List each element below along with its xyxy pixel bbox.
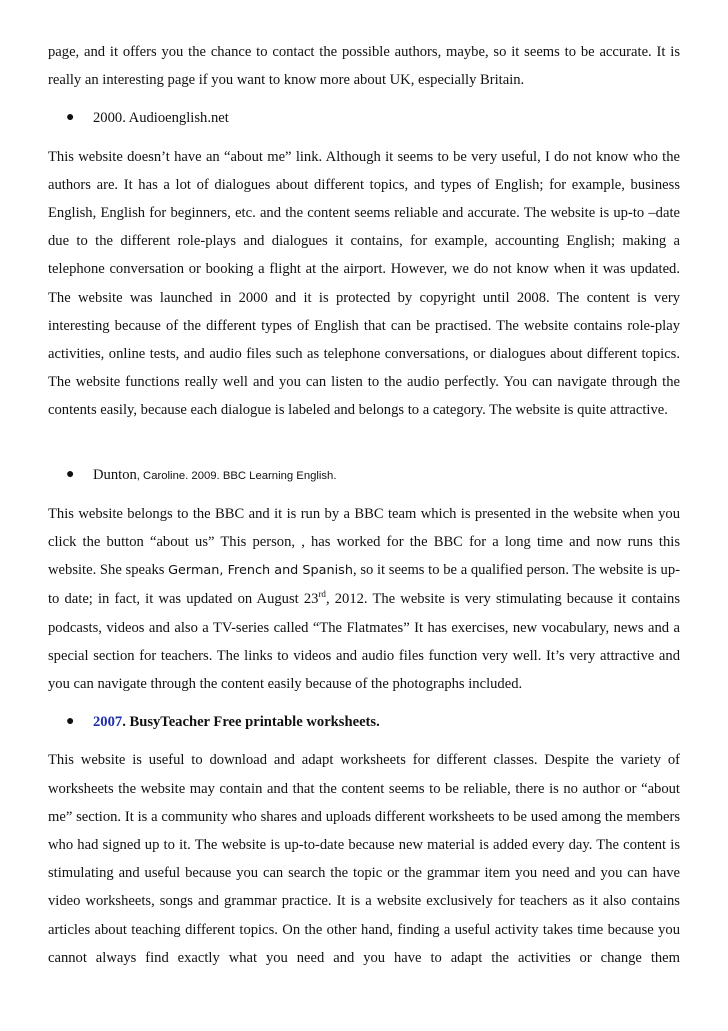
audioenglish-paragraph: This website doesn’t have an “about me” link. Although it seems to be very useful, I do not know who the authors are. It has a lot of dialogues about different topics, and types of English; for example, business English, English for beginners, etc. and the content seems reliable and accurate. The website is up-to –date due to the different role-plays and dialogues it contains, for example, accounting English; making a telephone conversation or booking a flight at the airport. However, we do not know when it was updated. The website was launched in 2000 and it is protected by copyright until 2008. The content is very interesting because of the different types of English that can be practised. The website contains role-play activities, online tests, and audio files such as telephone conversations, or dialogues about different topics. The website functions really well and you can listen to the audio perfectly. You can navigate through the contents easily, because each dialogue is labeled and belongs to a category. The website is quite attractive. bbox=[48, 148, 680, 419]
bbc-citation: , Caroline. 2009. BBC Learning English. bbox=[136, 469, 337, 482]
bullet-dot-icon: ● bbox=[66, 110, 75, 126]
bullet-audioenglish bbox=[48, 104, 680, 132]
busyteacher-paragraph: This website is useful to download and adapt worksheets for different classes. Despite the variety of worksheets the website may contain and that the content seems to be reliable, there is no author or “about me” section. It is a community who shares and uploads different worksheets to be used among the members who had signed up to it. The website is up-to-date because new material is added every day. The content is stimulating and useful because you can search the topic or the grammar item you need and you can have video worksheets, songs and grammar practice. It is a website exclusively for teachers as it also contains articles about teaching different topics. On the other hand, finding a useful activity takes time because you cannot always find exactly what you need and you have to adapt the activities or change them bbox=[48, 752, 680, 966]
bullet-dot-icon: ● bbox=[66, 714, 75, 730]
busyteacher-title: . BusyTeacher Free printable worksheets. bbox=[122, 714, 380, 731]
bbc-paragraph-part-1: This website belongs to the BBC and it is run by a BBC team which is presented in the website when you click the button “about us” This person, , has worked for the BBC for a long time and now runs this website. She speaks bbox=[48, 505, 680, 579]
bbc-author-name: Dunton bbox=[93, 466, 137, 483]
bbc-paragraph bbox=[48, 500, 680, 698]
bullet-busyteacher bbox=[48, 708, 680, 736]
bbc-paragraph-part-3: , 2012. The website is very stimulating because it contains podcasts, videos and also a TV-series called “The Flatmates” It has exercises, new vocabulary, news and a special section for teachers. The links to videos and audio files function very well. It’s very attractive and you can navigate through the content easily because of the photographs included. bbox=[48, 591, 680, 693]
busyteacher-year-link[interactable]: 2007 bbox=[93, 714, 123, 731]
bbc-languages: German, French and Spanish bbox=[168, 563, 353, 579]
bbc-date-superscript: rd bbox=[318, 589, 326, 600]
intro-line-1: page, and it offers you the chance to contact the possible authors, maybe, so it seems to be accurate. It is bbox=[48, 44, 680, 60]
document-body bbox=[48, 38, 680, 972]
bullet-bbc bbox=[48, 461, 680, 490]
bullet-dot-icon: ● bbox=[66, 466, 75, 482]
bbc-paragraph-part-2: , so it seems to be a qualified person. The website is up-to date; in fact, it was updated on August 23 bbox=[48, 562, 680, 608]
intro-line-2: really an interesting page if you want to know more about UK, especially Britain. bbox=[48, 72, 525, 89]
bullet-audioenglish-text: 2000. Audioenglish.net bbox=[93, 110, 229, 127]
